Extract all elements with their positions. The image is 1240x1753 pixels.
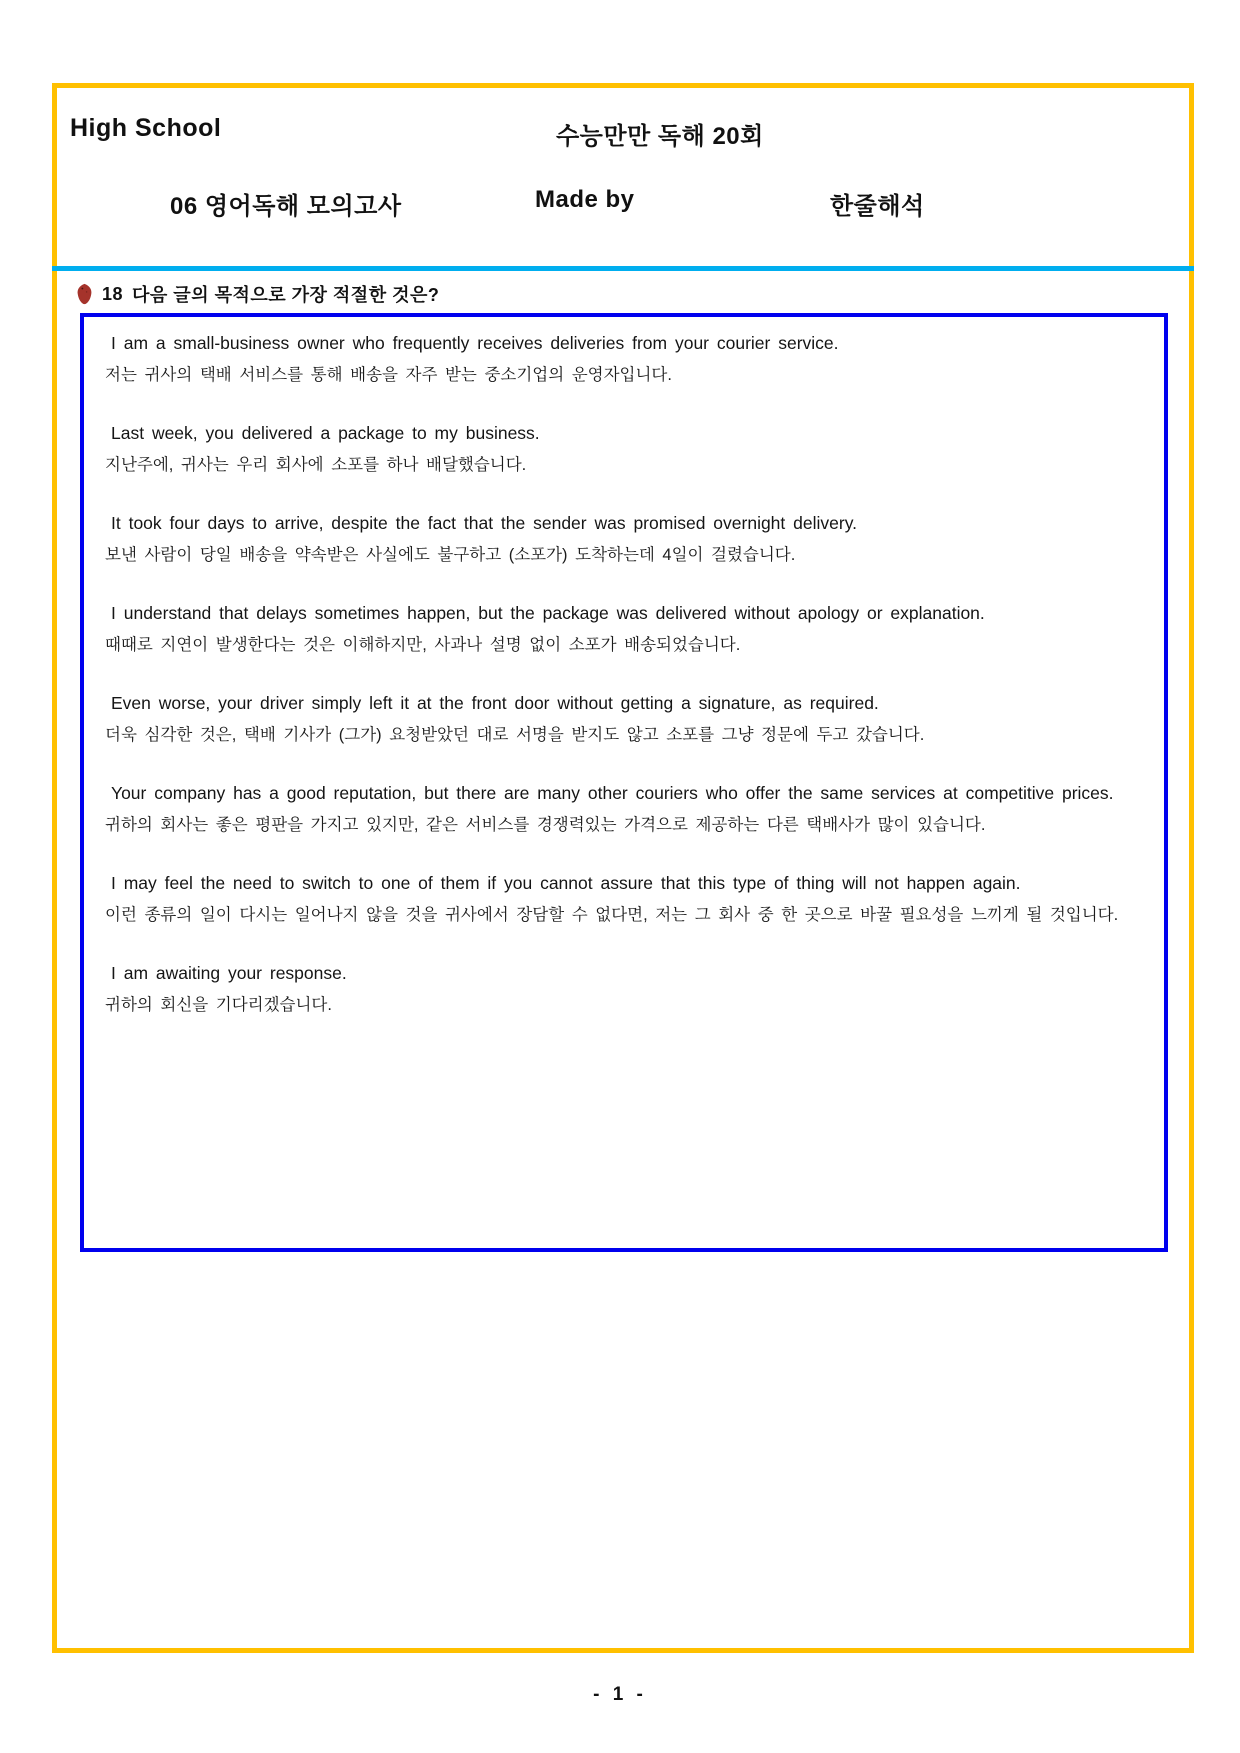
english-sentence: Your company has a good reputation, but there are many other couriers who offer the same services at competitive prices.	[111, 783, 1114, 803]
english-sentence: I understand that delays sometimes happen, but the package was delivered without apology or explanation.	[111, 603, 985, 623]
sentence-pair	[97, 777, 1151, 841]
page-number: - 1 -	[593, 1684, 647, 1705]
english-sentence: I am awaiting your response.	[111, 963, 347, 983]
sentence-pair	[97, 327, 1151, 391]
korean-translation: 귀하의 회사는 좋은 평판을 가지고 있지만, 같은 서비스를 경쟁력있는 가격으로 제공하는 다른 택배사가 많이 있습니다.	[105, 816, 986, 834]
korean-translation: 이런 종류의 일이 다시는 일어나지 않을 것을 귀사에서 장담할 수 없다면, 저는 그 회사 중 한 곳으로 바꿀 필요성을 느끼게 될 것입니다.	[105, 906, 1119, 924]
question-title: 다음 글의 목적으로 가장 적절한 것은?	[132, 285, 440, 305]
question-number: 18	[102, 283, 124, 304]
english-sentence: Even worse, your driver simply left it at the front door without getting a signature, as required.	[111, 693, 879, 713]
korean-translation: 더욱 심각한 것은, 택배 기사가 (그가) 요청받았던 대로 서명을 받지도 않고 소포를 그냥 정문에 두고 갔습니다.	[105, 726, 925, 744]
sentence-pair	[97, 597, 1151, 661]
english-sentence: Last week, you delivered a package to my business.	[111, 423, 540, 443]
author-name: 한줄해석	[830, 193, 925, 220]
korean-translation: 저는 귀사의 택배 서비스를 통해 배송을 자주 받는 중소기업의 운영자입니다.	[105, 366, 672, 384]
sentence-pair	[97, 957, 1151, 1021]
korean-translation: 귀하의 회신을 기다리겠습니다.	[105, 996, 332, 1014]
school-name: High School	[70, 114, 222, 142]
sentence-pair	[97, 507, 1151, 571]
question-row	[76, 281, 439, 307]
english-sentence: I may feel the need to switch to one of them if you cannot assure that this type of thing will not happen again.	[111, 873, 1021, 893]
passage-box	[80, 313, 1168, 1252]
korean-translation: 지난주에, 귀사는 우리 회사에 소포를 하나 배달했습니다.	[105, 456, 527, 474]
strawberry-icon	[76, 283, 93, 305]
sentence-pair	[97, 867, 1151, 931]
korean-translation: 때때로 지연이 발생한다는 것은 이해하지만, 사과나 설명 없이 소포가 배송되었습니다.	[105, 636, 741, 654]
made-by-label: Made by	[535, 186, 635, 213]
exam-title: 06 영어독해 모의고사	[170, 193, 402, 220]
header-divider	[52, 266, 1194, 271]
english-sentence: I am a small-business owner who frequently receives deliveries from your courier service.	[111, 333, 839, 353]
english-sentence: It took four days to arrive, despite the fact that the sender was promised overnight delivery.	[111, 513, 858, 533]
sentence-pair	[97, 687, 1151, 751]
korean-translation: 보낸 사람이 당일 배송을 약속받은 사실에도 불구하고 (소포가) 도착하는데 4일이 걸렸습니다.	[105, 546, 796, 564]
sentence-pair	[97, 417, 1151, 481]
series-title: 수능만만 독해 20회	[556, 123, 764, 150]
